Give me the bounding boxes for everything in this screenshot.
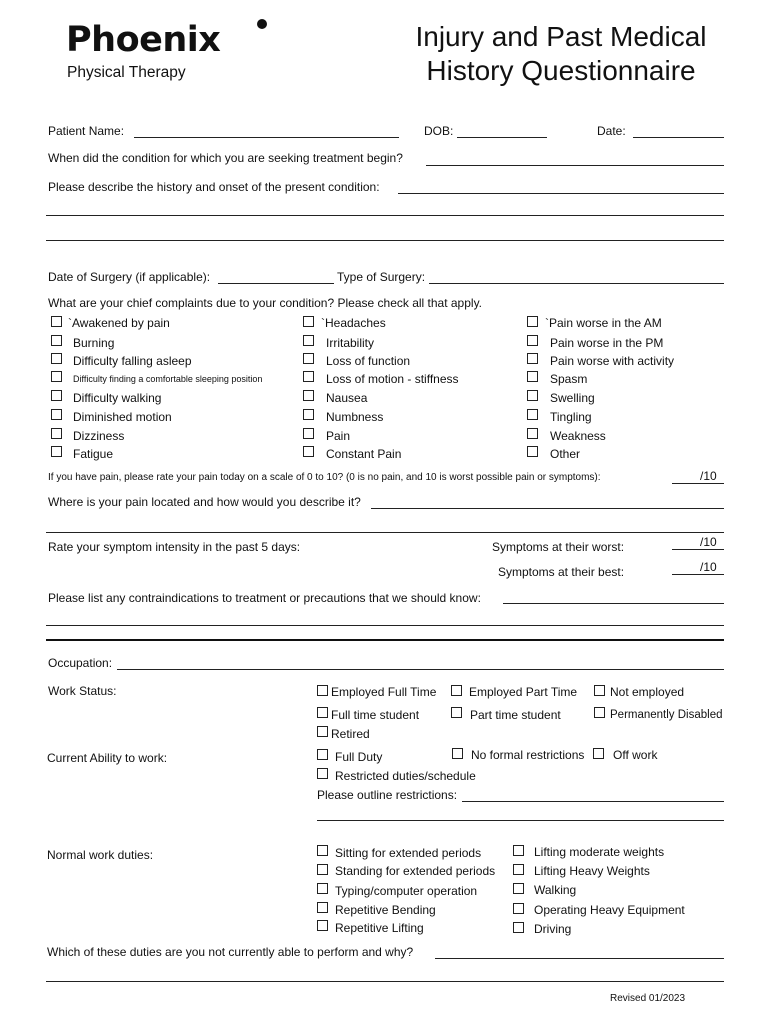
- checkbox-heavy-equipment[interactable]: [513, 903, 524, 914]
- complaint-label: `Pain worse in the AM: [545, 316, 662, 330]
- complaint-label: `Awakened by pain: [68, 316, 170, 330]
- complaint-label: Difficulty finding a comfortable sleeping position: [73, 374, 263, 384]
- checkbox-pain-am[interactable]: [527, 316, 538, 327]
- ability-option: Full Duty: [335, 750, 383, 764]
- section-divider: [46, 639, 724, 641]
- checkbox-loss-function[interactable]: [303, 353, 314, 364]
- work-status-option: Part time student: [470, 708, 561, 722]
- checkbox-lifting[interactable]: [317, 920, 328, 931]
- work-status-option: Not employed: [610, 685, 685, 699]
- title-line-2: History Questionnaire: [426, 55, 696, 86]
- complaint-label: Loss of motion - stiffness: [326, 372, 459, 386]
- condition-begin-label: When did the condition for which you are seeking treatment begin?: [48, 151, 403, 165]
- checkbox-pain-activity[interactable]: [527, 353, 538, 364]
- logo-subtitle: Physical Therapy: [67, 64, 186, 81]
- occupation-label: Occupation:: [48, 656, 113, 670]
- complaint-label: Other: [550, 447, 581, 461]
- checkbox-nausea[interactable]: [303, 390, 314, 401]
- work-status-option: Retired: [331, 727, 370, 741]
- patient-name-field[interactable]: [134, 137, 399, 138]
- checkbox-constant-pain[interactable]: [303, 446, 314, 457]
- checkbox-spasm[interactable]: [527, 371, 538, 382]
- checkbox-typing[interactable]: [317, 883, 328, 894]
- work-status-option: Employed Full Time: [331, 685, 437, 699]
- chief-complaints-label: What are your chief complaints due to your condition? Please check all that apply.: [48, 296, 483, 310]
- checkbox-employed-full[interactable]: [317, 685, 328, 696]
- checkbox-other[interactable]: [527, 446, 538, 457]
- duty-option: Repetitive Lifting: [335, 921, 424, 935]
- occupation-field[interactable]: [117, 669, 724, 670]
- page-title: [391, 20, 731, 88]
- checkbox-awakened[interactable]: [51, 316, 62, 327]
- complaint-label: Spasm: [550, 372, 588, 386]
- duties-label: Normal work duties:: [47, 848, 154, 862]
- symptoms-best-label: Symptoms at their best:: [498, 565, 625, 579]
- checkbox-lifting-moderate[interactable]: [513, 845, 524, 856]
- work-status-option: Permanently Disabled: [610, 709, 723, 721]
- ability-option: Restricted duties/schedule: [335, 769, 476, 783]
- checkbox-burning[interactable]: [51, 335, 62, 346]
- ability-label: Current Ability to work:: [47, 751, 168, 765]
- checkbox-fatigue[interactable]: [51, 446, 62, 457]
- complaint-label: Difficulty falling asleep: [73, 354, 192, 368]
- revised-date: Revised 01/2023: [610, 993, 686, 1004]
- complaint-label: Pain worse with activity: [550, 354, 675, 368]
- restrictions-label: Please outline restrictions:: [317, 788, 458, 802]
- title-line-1: Injury and Past Medical: [415, 21, 707, 52]
- checkbox-perm-disabled[interactable]: [594, 707, 605, 718]
- pain-location-field[interactable]: [371, 508, 724, 509]
- pain-scale-out-of: /10: [700, 469, 717, 483]
- complaint-label: Diminished motion: [73, 410, 172, 424]
- complaint-label: Constant Pain: [326, 447, 402, 461]
- dob-label: DOB:: [424, 124, 454, 138]
- complaint-label: Dizziness: [73, 429, 125, 443]
- patient-name-label: Patient Name:: [48, 124, 125, 138]
- checkbox-bending[interactable]: [317, 902, 328, 913]
- checkbox-weakness[interactable]: [527, 428, 538, 439]
- checkbox-difficulty-walking[interactable]: [51, 390, 62, 401]
- duty-option: Driving: [534, 922, 572, 936]
- date-surgery-label: Date of Surgery (if applicable):: [48, 270, 211, 284]
- checkbox-standing[interactable]: [317, 864, 328, 875]
- checkbox-sitting[interactable]: [317, 845, 328, 856]
- checkbox-retired[interactable]: [317, 726, 328, 737]
- unable-duties-field[interactable]: [435, 958, 724, 959]
- checkbox-headaches[interactable]: [303, 316, 314, 327]
- duty-option: Sitting for extended periods: [335, 846, 482, 860]
- duty-option: Lifting moderate weights: [534, 845, 665, 859]
- checkbox-not-employed[interactable]: [594, 685, 605, 696]
- contraindications-label: Please list any contraindications to treatment or precautions that we should know:: [48, 591, 481, 605]
- history-onset-field[interactable]: [398, 193, 724, 194]
- type-surgery-label: Type of Surgery:: [337, 270, 426, 284]
- unable-duties-label: Which of these duties are you not currently able to perform and why?: [47, 945, 414, 959]
- checkbox-no-restrictions[interactable]: [452, 748, 463, 759]
- intensity-label: Rate your symptom intensity in the past 5 days:: [48, 540, 301, 554]
- complaint-label: Irritability: [326, 336, 375, 350]
- complaint-label: Pain worse in the PM: [550, 336, 664, 350]
- logo-figure-icon: [256, 18, 268, 30]
- contraindications-line-2[interactable]: [46, 625, 724, 626]
- work-status-label: Work Status:: [48, 684, 117, 698]
- dob-field[interactable]: [457, 137, 547, 138]
- ability-option: Off work: [613, 748, 658, 762]
- complaint-label: Tingling: [550, 410, 592, 424]
- contraindications-field[interactable]: [503, 603, 724, 604]
- complaint-label: Difficulty walking: [73, 391, 162, 405]
- duty-option: Lifting Heavy Weights: [534, 864, 650, 878]
- checkbox-driving[interactable]: [513, 922, 524, 933]
- checkbox-walking[interactable]: [513, 883, 524, 894]
- work-status-option: Employed Part Time: [469, 685, 578, 699]
- checkbox-pain-pm[interactable]: [527, 335, 538, 346]
- checkbox-pain[interactable]: [303, 428, 314, 439]
- history-onset-label: Please describe the history and onset of the present condition:: [48, 180, 380, 194]
- checkbox-full-duty[interactable]: [317, 749, 328, 760]
- symptoms-best-field[interactable]: [672, 574, 724, 575]
- complaint-label: Loss of function: [326, 354, 411, 368]
- complaint-label: Weakness: [550, 429, 606, 443]
- checkbox-diminished-motion[interactable]: [51, 409, 62, 420]
- pain-scale-label: If you have pain, please rate your pain today on a scale of 0 to 10? (0 is no pain, and 10 is worst possible pain or symptoms):: [48, 472, 601, 483]
- checkbox-part-student[interactable]: [451, 707, 462, 718]
- checkbox-restricted-duties[interactable]: [317, 768, 328, 779]
- pain-location-line-2[interactable]: [46, 532, 724, 533]
- checkbox-employed-part[interactable]: [451, 685, 462, 696]
- complaint-label: Fatigue: [73, 447, 114, 461]
- restrictions-line-2[interactable]: [317, 820, 724, 821]
- checkbox-loss-motion[interactable]: [303, 371, 314, 382]
- condition-begin-field[interactable]: [426, 165, 724, 166]
- pain-scale-field[interactable]: [672, 483, 724, 484]
- symptoms-worst-field[interactable]: [672, 549, 724, 550]
- duty-option: Typing/computer operation: [335, 884, 478, 898]
- symptoms-worst-label: Symptoms at their worst:: [492, 540, 625, 554]
- ability-option: No formal restrictions: [471, 748, 585, 762]
- complaint-label: Burning: [73, 336, 115, 350]
- type-surgery-field[interactable]: [429, 283, 724, 284]
- checkbox-irritability[interactable]: [303, 335, 314, 346]
- duty-option: Repetitive Bending: [335, 903, 436, 917]
- logo-wordmark: Phoenix: [66, 20, 221, 60]
- date-surgery-field[interactable]: [218, 283, 334, 284]
- checkbox-swelling[interactable]: [527, 390, 538, 401]
- work-status-option: Full time student: [331, 708, 420, 722]
- complaint-label: Nausea: [326, 391, 368, 405]
- unable-duties-line-2[interactable]: [46, 981, 724, 982]
- history-onset-line-3[interactable]: [46, 240, 724, 241]
- logo: [66, 18, 276, 84]
- pain-location-label: Where is your pain located and how would you describe it?: [48, 495, 361, 509]
- checkbox-falling-asleep[interactable]: [51, 353, 62, 364]
- complaint-label: Numbness: [326, 410, 384, 424]
- checkbox-lifting-heavy[interactable]: [513, 864, 524, 875]
- checkbox-full-student[interactable]: [317, 707, 328, 718]
- history-onset-line-2[interactable]: [46, 215, 724, 216]
- date-field[interactable]: [633, 137, 724, 138]
- checkbox-tingling[interactable]: [527, 409, 538, 420]
- complaint-label: Swelling: [550, 391, 595, 405]
- checkbox-sleeping-position[interactable]: [51, 371, 62, 382]
- duty-option: Operating Heavy Equipment: [534, 903, 685, 917]
- checkbox-numbness[interactable]: [303, 409, 314, 420]
- duty-option: Standing for extended periods: [335, 864, 496, 878]
- checkbox-dizziness[interactable]: [51, 428, 62, 439]
- symptoms-best-out-of: /10: [700, 560, 717, 574]
- complaint-label: Pain: [326, 429, 351, 443]
- checkbox-off-work[interactable]: [593, 748, 604, 759]
- symptoms-worst-out-of: /10: [700, 535, 717, 549]
- restrictions-field[interactable]: [462, 801, 724, 802]
- date-label: Date:: [597, 124, 626, 138]
- complaint-label: `Headaches: [321, 316, 386, 330]
- duty-option: Walking: [534, 883, 577, 897]
